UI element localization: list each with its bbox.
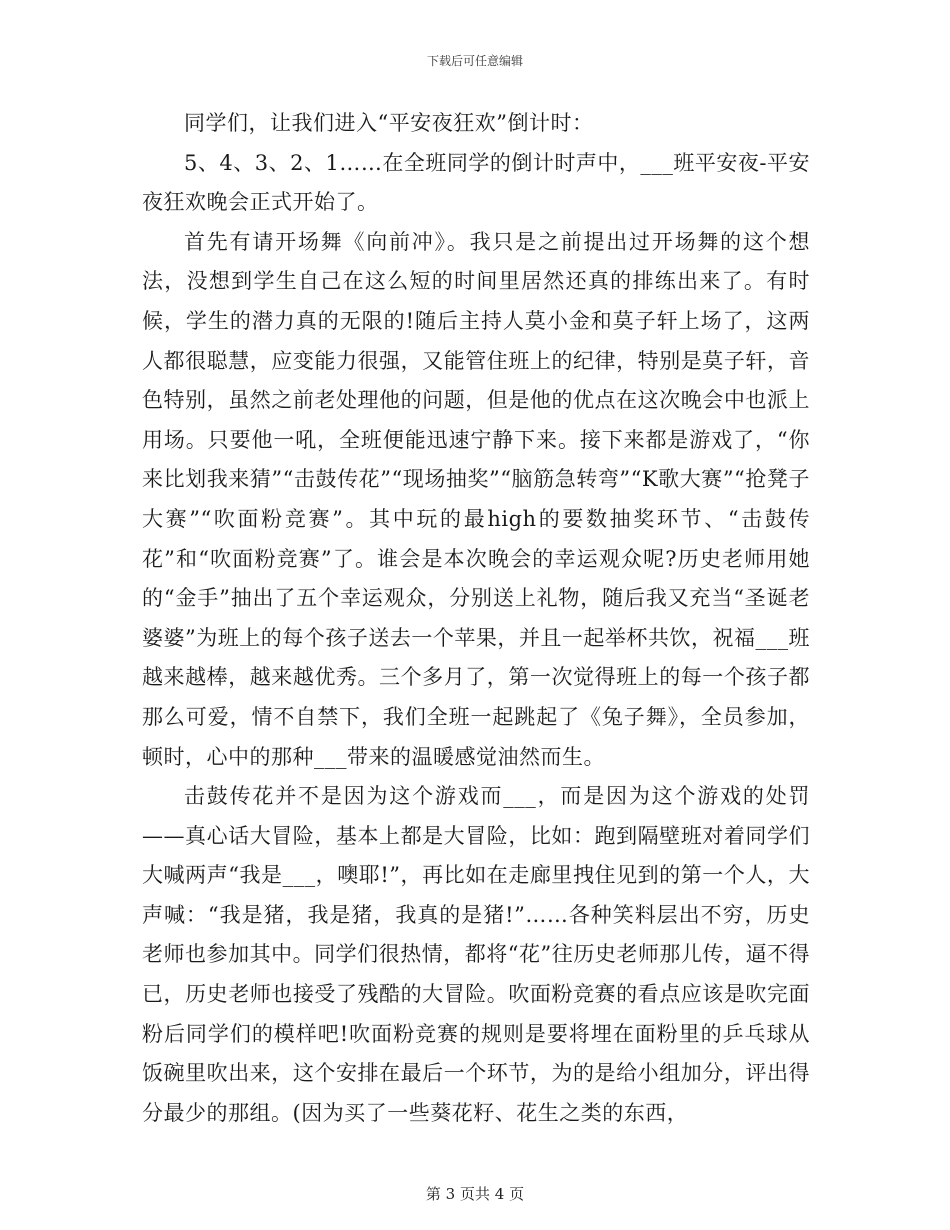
paragraph: 击鼓传花并不是因为这个游戏而___，而是因为这个游戏的处罚——真心话大冒险，基本上都是大冒险，比如：跑到隔壁班对着同学们大喊两声“我是___，噢耶!”，再比如在走廊里拽住见到的第一个人，大声喊：“我是猪，我是猪，我真的是猪!”……各种笑料层出不穷，历史老师也参加其中。同学们很热情，都将“花”往历史老师那儿传，逼不得已，历史老师也接受了残酷的大冒险。吹面粉竞赛的看点应该是吹完面粉后同学们的模样吧!吹面粉竞赛的规则是要将埋在面粉里的乒乓球从饭碗里吹出来，这个安排在最后一个环节，为的是给小组加分，评出得分最少的那组。(因为买了一些葵花籽、花生之类的东西，: [142, 784, 810, 1125]
paragraph: 5、4、3、2、1……在全班同学的倒计时声中，___班平安夜-平安夜狂欢晚会正式开始了。: [142, 150, 810, 215]
paragraph: 首先有请开场舞《向前冲》。我只是之前提出过开场舞的这个想法，没想到学生自己在这么短的时间里居然还真的排练出来了。有时候，学生的潜力真的无限的!随后主持人莫小金和莫子轩上场了，这两人都很聪慧，应变能力很强，又能管住班上的纪律，特别是莫子轩，音色特别，虽然之前老处理他的问题，但是他的优点在这次晚会中也派上用场。只要他一吼，全班便能迅速宁静下来。接下来都是游戏了，“你来比划我来猜”“击鼓传花”“现场抽奖”“脑筋急转弯”“K歌大赛”“抢凳子大赛”“吹面粉竞赛”。其中玩的最high的要数抽奖环节、“击鼓传花”和“吹面粉竞赛”了。谁会是本次晚会的幸运观众呢?历史老师用她的“金手”抽出了五个幸运观众，分别送上礼物，随后我又充当“圣诞老婆婆”为班上的每个孩子送去一个苹果，并且一起举杯共饮，祝福___班越来越棒，越来越优秀。三个多月了，第一次觉得班上的每一个孩子都那么可爱，情不自禁下，我们全班一起跳起了《兔子舞》，全员参加，顿时，心中的那种___带来的温暖感觉油然而生。: [142, 229, 810, 769]
document-body: [142, 104, 810, 1133]
page-header: 下载后可任意编辑: [426, 54, 523, 68]
page-footer: 第 3 页共 4 页: [425, 1185, 525, 1203]
paragraph: 同学们，让我们进入“平安夜狂欢”倒计时：: [184, 111, 594, 135]
